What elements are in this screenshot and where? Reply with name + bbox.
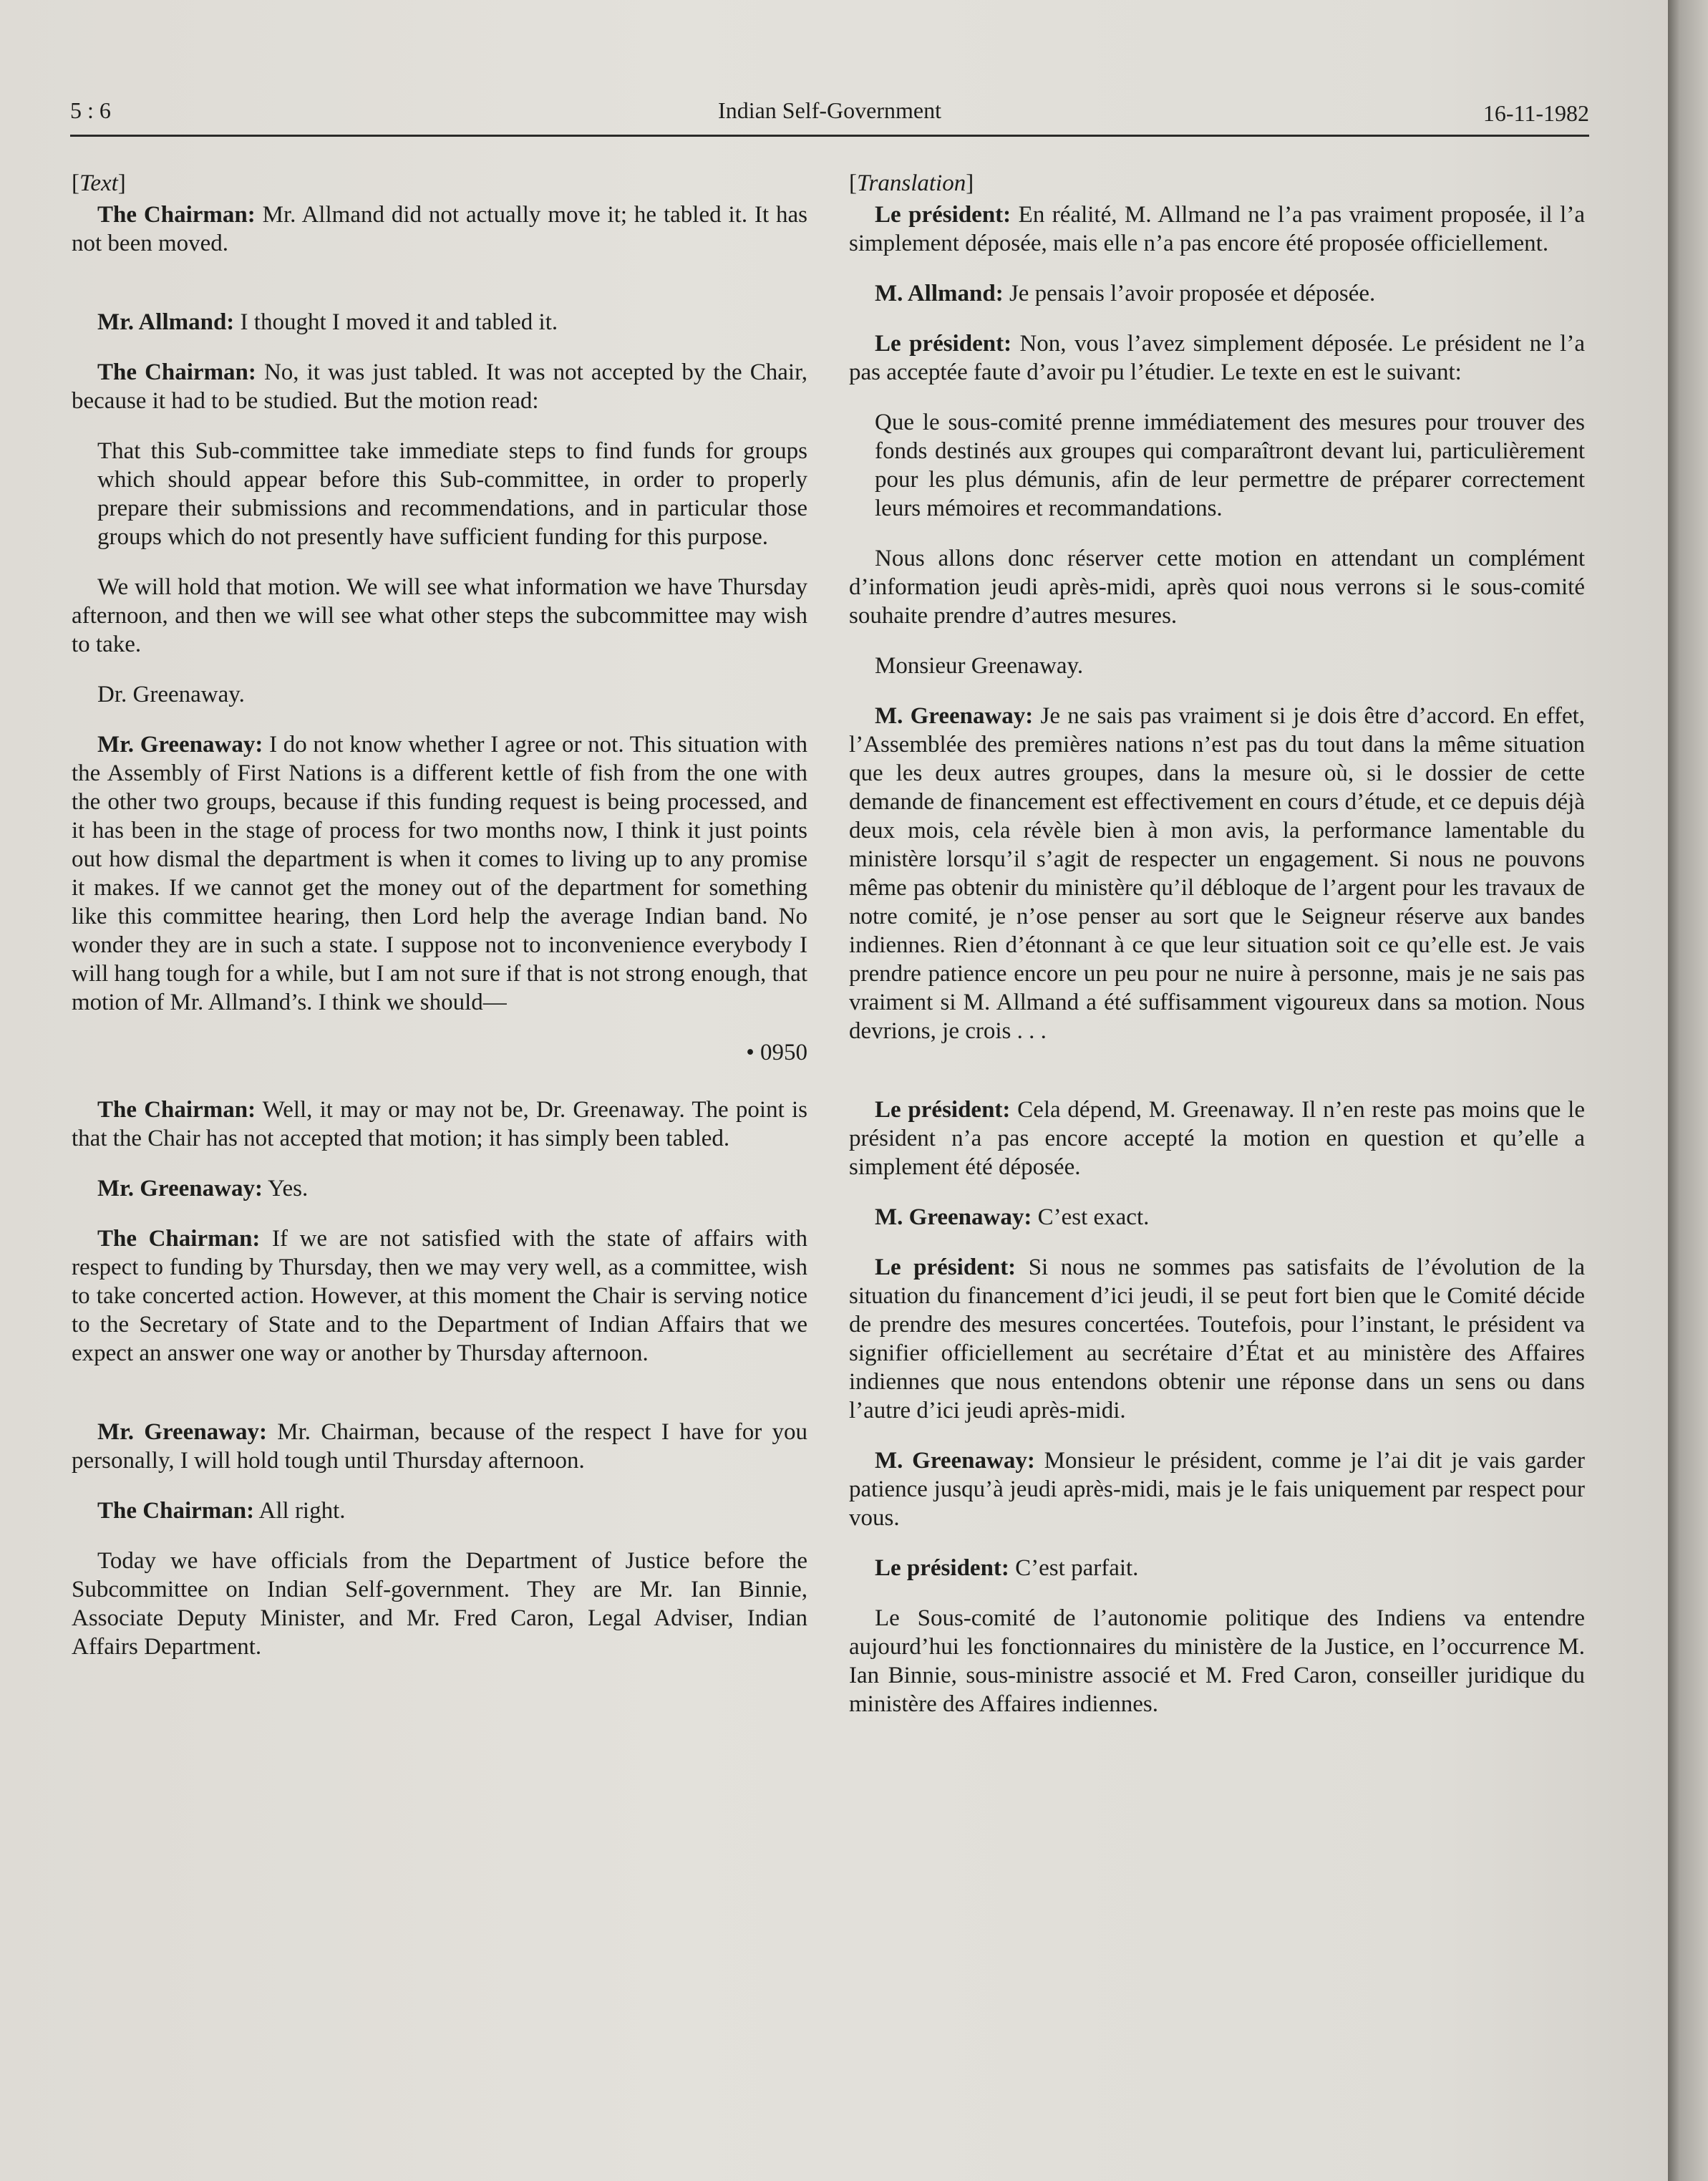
speaker-name: Le président: (875, 1097, 1011, 1123)
speech-paragraph: Mr. Greenaway: I do not know whether I agree or not. This situation with the Assembly of First Nations is a different kettle of fish from the one with the other two groups, because if this funding request is being processed, and it has been in the stage of process for two months now, I think it just points out how dismal the department is when it comes to living up to any promise it makes. If we cannot get the money out of the department for something like this committee hearing, then Lord help the average Indian band. No wonder they are in such a state. I suppose not to inconvenience everybody I will hang tough for a while, but I am not sure if that is not strong enough, that motion of Mr. Allmand’s. I think we should— (72, 732, 807, 1015)
speaker-name: Le président: (875, 1555, 1009, 1581)
speech-paragraph: The Chairman: Well, it may or may not be, Dr. Greenaway. The point is that the Chair has not accepted that motion; it has simply been tabled. (72, 1097, 807, 1151)
english-column (72, 169, 807, 1683)
speaker-name: The Chairman: (97, 1498, 255, 1524)
speech-paragraph: Le président: En réalité, M. Allmand ne l’a pas vraiment proposée, il l’a simplement déposée, mais elle n’a pas encore été proposée officiellement. (849, 202, 1585, 256)
speech-paragraph: M. Greenaway: Je ne sais pas vraiment si je dois être d’accord. En effet, l’Assemblée des premières nations n’est pas du tout dans la même situation que les deux autres groupes, dans la mesure où, si le dossier de cette demande de financement est effectivement en cours d’étude, et ce depuis déjà deux mois, cela révèle bien à mon avis, la performance lamentable du ministère lorsqu’il s’agit de respecter un engagement. Si nous ne pouvons même pas obtenir du ministère qu’il débloque de l’argent pour les travaux de notre comité, je n’ose penser au sort que le Seigneur réserve aux bandes indiennes. Rien d’étonnant à ce que leur situation soit ce qu’elle est. Je vais prendre patience encore un peu pour ne nuire à personne, mais je ne sais pas vraiment si M. Allmand a été suffisamment vigoureux dans sa motion. Nous devrions, je crois . . . (849, 703, 1586, 1044)
publication-title: Indian Self-Government (718, 97, 941, 123)
page-number: 5 : 6 (70, 97, 111, 123)
page-edge-shadow (1668, 0, 1708, 2181)
motion-quote: That this Sub-committee take immediate steps to find funds for groups which should appear before this Sub-committee, in order to properly prepare their submissions and recommendations, and in particular those groups which do not presently have sufficient funding for this purpose. (97, 438, 807, 550)
speech-paragraph: Le président: C’est parfait. (875, 1555, 1139, 1581)
motion-quote: Que le sous-comité prenne immédiatement des mesures pour trouver des fonds destinés aux groupes qui comparaîtront devant lui, particulièrement pour les plus démunis, afin de leur permettre de préparer correctement leurs mémoires et recommandations. (875, 410, 1585, 521)
body-paragraph: We will hold that motion. We will see what information we have Thursday afternoon, and then we will see what other steps the subcommittee may wish to take. (72, 574, 807, 657)
speech-paragraph: Mr. Allmand: I thought I moved it and tabled it. (97, 309, 558, 335)
french-column (849, 169, 1585, 1740)
speech-paragraph: Le président: Si nous ne sommes pas satisfaits de l’évolution de la situation du financement d’ici jeudi, il se peut fort bien que le Comité décide de prendre des mesures concertées. Toutefois, pour l’instant, le président va signifier officiellement au secrétaire d’État et au ministère des Affaires indiennes que nous entendons obtenir une réponse dans un sens ou dans l’autre d’ici jeudi après-midi. (849, 1254, 1585, 1423)
body-paragraph: Dr. Greenaway. (97, 682, 245, 707)
body-paragraph: Le Sous-comité de l’autonomie politique des Indiens va entendre aujourd’hui les fonctionnaires du ministère de la Justice, en l’occurrence M. Ian Binnie, sous-ministre associé et M. Fred Caron, conseiller juridique du ministère des Affaires indiennes. (849, 1605, 1585, 1717)
speech-paragraph: The Chairman: If we are not satisfied with the state of affairs with respect to funding by Thursday, then we may very well, as a committee, wish to take concerted action. However, at this moment the Chair is serving notice to the Secretary of State and to the Department of Indian Affairs that we expect an answer one way or another by Thursday afternoon. (72, 1226, 807, 1366)
speech-paragraph: M. Greenaway: C’est exact. (875, 1204, 1150, 1230)
speech-paragraph: M. Greenaway: Monsieur le président, comme je l’ai dit je vais garder patience jusqu’à jeudi après-midi, mais je le fais uniquement par respect pour vous. (849, 1448, 1585, 1531)
speaker-name: M. Greenaway: (875, 703, 1034, 729)
speech-paragraph: Le président: Non, vous l’avez simplement déposée. Le président ne l’a pas acceptée faute d’avoir pu l’étudier. Le texte en est le suivant: (849, 331, 1585, 385)
speaker-name: M. Greenaway: (875, 1204, 1032, 1230)
speaker-name: M. Greenaway: (875, 1448, 1035, 1474)
speech-paragraph: The Chairman: All right. (97, 1498, 346, 1524)
speaker-name: Mr. Allmand: (97, 309, 235, 335)
speaker-name: Le président: (875, 1254, 1016, 1280)
running-header (70, 96, 1589, 137)
speaker-name: Mr. Greenaway: (97, 1176, 263, 1201)
speech-paragraph: Mr. Greenaway: Mr. Chairman, because of the respect I have for you personally, I will hold tough until Thursday afternoon. (72, 1419, 807, 1474)
speech-paragraph: Mr. Greenaway: Yes. (97, 1176, 309, 1201)
header-date: 16-11-1982 (1483, 100, 1589, 126)
language-tag: [Translation] (849, 170, 974, 196)
time-marker: • 0950 (746, 1040, 807, 1065)
speaker-name: The Chairman: (97, 359, 256, 385)
language-tag: [Text] (72, 170, 126, 196)
speech-paragraph: M. Allmand: Je pensais l’avoir proposée et déposée. (875, 281, 1376, 306)
speaker-name: The Chairman: (97, 1097, 256, 1123)
speaker-name: Le président: (875, 202, 1011, 228)
speech-paragraph: Le président: Cela dépend, M. Greenaway. Il n’en reste pas moins que le président n’a pas encore accepté la motion en question et qu’elle a simplement été déposée. (849, 1097, 1585, 1180)
body-paragraph: Today we have officials from the Department of Justice before the Subcommittee on Indian Self-government. They are Mr. Ian Binnie, Associate Deputy Minister, and Mr. Fred Caron, Legal Adviser, Indian Affairs Department. (72, 1548, 807, 1660)
speaker-name: Mr. Greenaway: (97, 732, 263, 758)
speaker-name: M. Allmand: (875, 281, 1004, 306)
speaker-name: Le président: (875, 331, 1012, 357)
speaker-name: The Chairman: (97, 1226, 261, 1252)
speaker-name: Mr. Greenaway: (97, 1419, 267, 1445)
body-paragraph: Nous allons donc réserver cette motion en attendant un complément d’information jeudi après-midi, après quoi nous verrons si le sous-comité souhaite prendre d’autres mesures. (849, 546, 1585, 629)
speech-paragraph: The Chairman: No, it was just tabled. It was not accepted by the Chair, because it had to be studied. But the motion read: (72, 359, 807, 414)
speech-paragraph: The Chairman: Mr. Allmand did not actually move it; he tabled it. It has not been moved. (72, 202, 808, 256)
speaker-name: The Chairman: (97, 202, 256, 228)
body-paragraph: Monsieur Greenaway. (875, 653, 1084, 679)
